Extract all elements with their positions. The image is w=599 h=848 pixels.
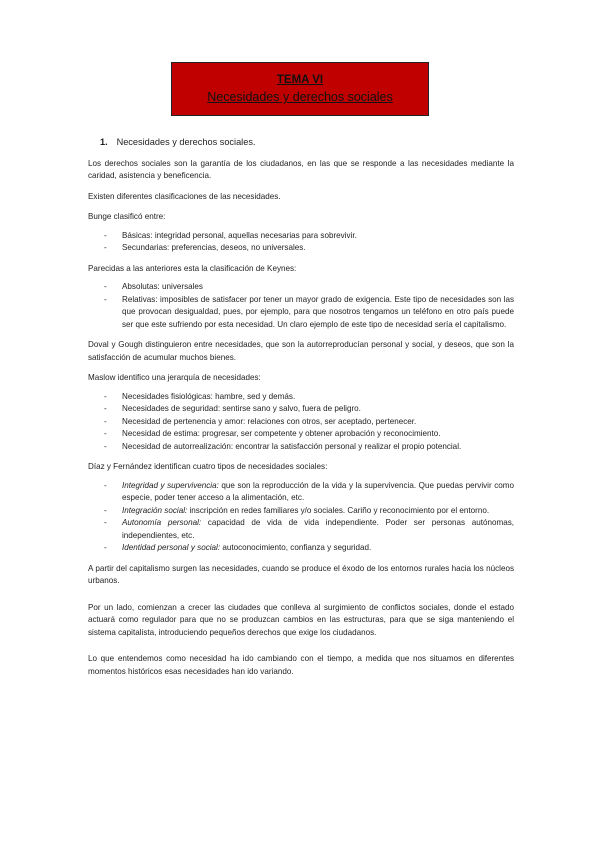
section-title: Necesidades y derechos sociales. bbox=[116, 137, 256, 147]
document-body bbox=[88, 136, 514, 686]
list-item bbox=[88, 428, 514, 441]
list-item-text: autoconocimiento, confianza y seguridad. bbox=[220, 543, 372, 552]
list-item-label: Secundarias bbox=[122, 243, 167, 252]
list-item-text: : integridad personal, aquellas necesarias para sobrevivir. bbox=[150, 230, 357, 240]
list-item bbox=[88, 441, 514, 454]
title-box bbox=[171, 62, 429, 116]
section-heading bbox=[100, 136, 514, 149]
list-item bbox=[88, 480, 514, 505]
list-item-text: capacidad de vida de vida independiente. Poder ser personas autónomas, independientes, etc. bbox=[122, 518, 514, 540]
list-item-text: inscripción en redes familiares y/o sociales. Cariño y reconocimiento por el entorno. bbox=[187, 505, 490, 515]
list-item bbox=[88, 281, 514, 294]
list-item-text: : universales bbox=[157, 282, 203, 291]
title-line-2: Necesidades y derechos sociales bbox=[207, 90, 393, 104]
list-item-label: Necesidad de autorrealización bbox=[122, 441, 231, 451]
list-item-label: Necesidad de estima bbox=[122, 429, 198, 438]
list-item-text: : encontrar la satisfacción personal y realizar el propio potencial. bbox=[230, 441, 462, 451]
paragraph: Los derechos sociales son la garantía de los ciudadanos, en las que se responde a las necesidades mediante la caridad, asistencia y beneficencia. bbox=[88, 158, 514, 180]
list-item bbox=[88, 230, 514, 243]
list-item-text: : progresar, ser competente y obtener aprobación y reconocimiento. bbox=[197, 429, 441, 438]
paragraph: Díaz y Fernández identifican cuatro tipos de necesidades sociales: bbox=[88, 462, 328, 471]
list-item bbox=[88, 403, 514, 416]
list-item-label: Autonomía personal: bbox=[122, 518, 202, 527]
paragraph: A partir del capitalismo surgen las necesidades, cuando se produce el éxodo de los entornos rurales hacia los núcleos urbanos. bbox=[88, 563, 514, 585]
maslow-list bbox=[88, 391, 514, 454]
paragraph: Parecidas a las anteriores esta la clasificación de Keynes: bbox=[88, 263, 297, 273]
paragraph: Por un lado, comienzan a crecer las ciudades que conlleva al surgimiento de conflictos sociales, donde el estado actuará como regulador para que no se produzcan cambios en las estructuras, para que se siga manteniendo el sistema capitalista, introduciendo pequeños derechos que exige los ciudadanos. bbox=[88, 602, 514, 637]
bunge-list bbox=[88, 230, 514, 255]
list-item bbox=[88, 242, 514, 255]
list-item-text: : preferencias, deseos, no universales. bbox=[167, 243, 306, 252]
paragraph: Doval y Gough distinguieron entre necesidades, que son la autorreproducían personal y social, y deseos, que son la satisfacción de acumular muchos bienes. bbox=[88, 340, 514, 362]
list-item bbox=[88, 542, 514, 555]
paragraph: Lo que entendemos como necesidad ha ido cambiando con el tiempo, a medida que nos situamos en diferentes momentos históricos esas necesidades han ido variando. bbox=[88, 654, 514, 676]
paragraph: Maslow identifico una jerarquía de necesidades: bbox=[88, 373, 261, 382]
list-item bbox=[88, 517, 514, 542]
list-item-label: Necesidades de seguridad bbox=[122, 404, 218, 413]
list-item-label: Absolutas bbox=[122, 282, 158, 291]
list-item-label: Básicas bbox=[122, 230, 151, 240]
list-item bbox=[88, 391, 514, 404]
paragraph: Bunge clasificó entre: bbox=[88, 212, 166, 221]
keynes-list bbox=[88, 281, 514, 331]
list-item-text: : hambre, sed y demás. bbox=[210, 391, 296, 401]
paragraph: Existen diferentes clasificaciones de las necesidades. bbox=[88, 191, 281, 201]
list-item-label: Relativas bbox=[122, 294, 156, 304]
list-item bbox=[88, 294, 514, 332]
list-item-text: : relaciones con otros, ser aceptado, pertenecer. bbox=[243, 416, 417, 426]
list-item-text: : sentirse sano y salvo, fuera de peligro. bbox=[217, 404, 361, 413]
title-line-1: TEMA VI bbox=[276, 74, 324, 86]
diaz-fernandez-list bbox=[88, 480, 514, 555]
list-item bbox=[88, 416, 514, 429]
list-item-label: Integración social: bbox=[122, 505, 188, 515]
list-item bbox=[88, 505, 514, 518]
list-item-text: : imposibles de satisfacer por tener un mayor grado de exigencia. Este tipo de necesidades son las que provocan desigualdad, pues, por ejemplo, para que nosotros tengamos un teléfono en otro país puede ser que este sufriendo por esta necesidad. Un claro ejemplo de este tipo de necesidad sería el capitalismo. bbox=[122, 294, 514, 329]
section-number: 1. bbox=[100, 137, 108, 147]
list-item-label: Necesidades fisiológicas bbox=[122, 391, 211, 401]
list-item-label: Necesidad de pertenencia y amor bbox=[122, 416, 244, 426]
list-item-text: que son la reproducción de la vida y la supervivencia. Que puedas pervivir como especie, poder tener acceso a la alimentación, etc. bbox=[122, 480, 514, 502]
list-item-label: Integridad y supervivencia: bbox=[122, 480, 219, 490]
list-item-label: Identidad personal y social: bbox=[122, 543, 221, 552]
